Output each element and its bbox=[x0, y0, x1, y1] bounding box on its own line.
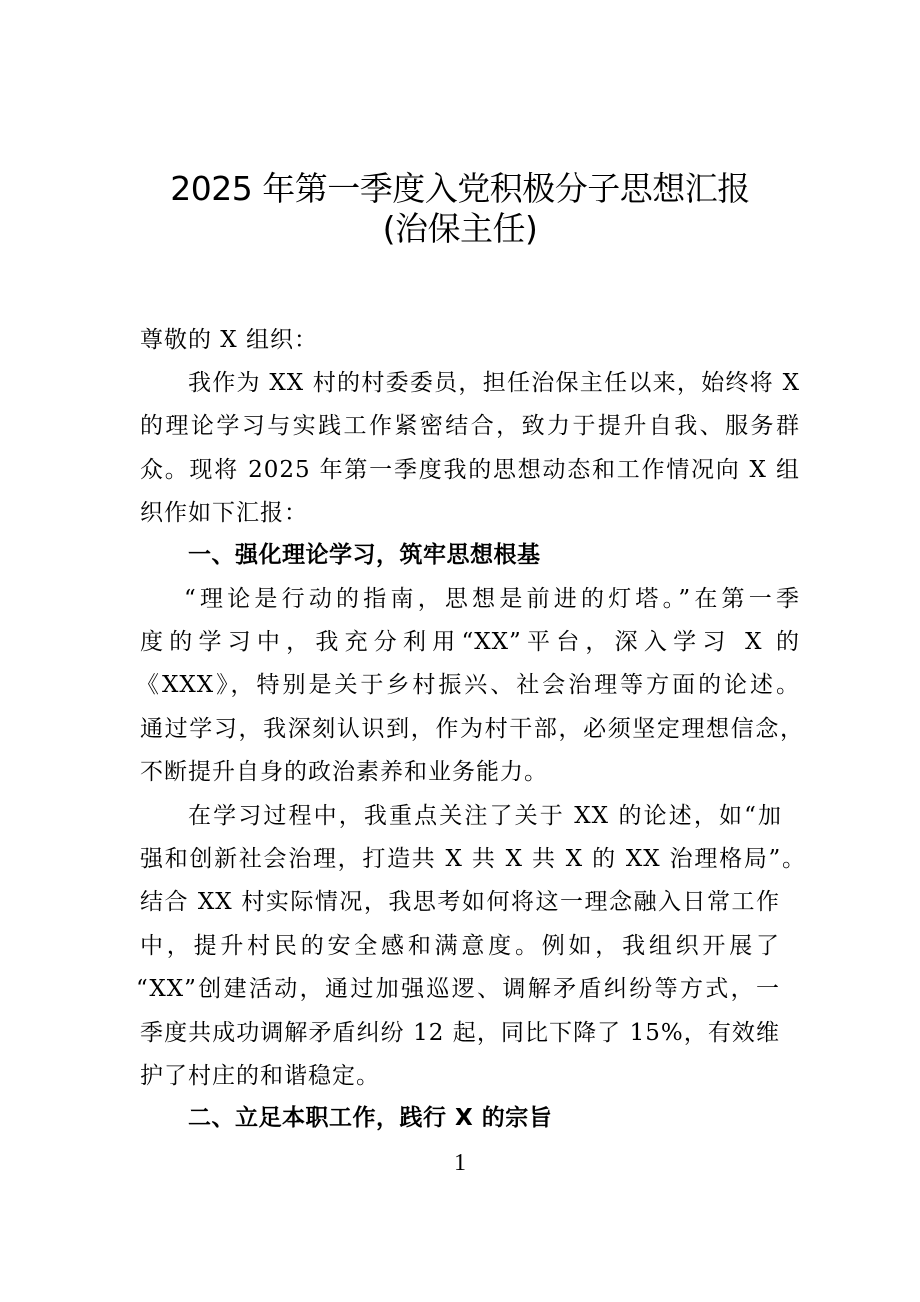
intro-line-4: 织作如下汇报： bbox=[140, 500, 308, 526]
section-1-heading: 一、强化理论学习，筑牢思想根基 bbox=[188, 542, 541, 568]
section-2-heading: 二、立足本职工作，践行 X 的宗旨 bbox=[188, 1105, 553, 1131]
section-1-para-1-line-4: 通过学习，我深刻认识到，作为村干部，必须坚定理想信念， bbox=[140, 716, 804, 742]
document-subtitle: (治保主任) bbox=[382, 209, 538, 248]
section-1-para-2-line-1: 在学习过程中，我重点关注了关于 XX 的论述，如“加 bbox=[188, 803, 782, 829]
intro-line-1: 我作为 XX 村的村委委员，担任治保主任以来，始终将 X bbox=[188, 370, 800, 396]
section-1-para-2-line-7: 护了村庄的和谐稳定。 bbox=[140, 1063, 380, 1089]
page-number: 1 bbox=[454, 1150, 466, 1176]
section-1-para-2-line-6: 季度共成功调解矛盾纠纷 12 起，同比下降了 15%，有效维 bbox=[140, 1020, 780, 1046]
section-1-para-1-line-1: “理论是行动的指南，思想是前进的灯塔。”在第一季 bbox=[184, 586, 800, 612]
intro-line-3: 众。现将 2025 年第一季度我的思想动态和工作情况向 X 组 bbox=[140, 457, 800, 483]
intro-line-2: 的理论学习与实践工作紧密结合，致力于提升自我、服务群 bbox=[140, 413, 800, 439]
section-1-para-1-line-2: 度的学习中，我充分利用“XX”平台，深入学习 X 的 bbox=[140, 629, 800, 655]
section-1-para-1-line-3: 《XXX》，特别是关于乡村振兴、社会治理等方面的论述。 bbox=[136, 672, 800, 698]
section-1-para-2-line-5: “XX”创建活动，通过加强巡逻、调解矛盾纠纷等方式，一 bbox=[136, 976, 780, 1002]
document-title: 2025 年第一季度入党积极分子思想汇报 bbox=[170, 169, 750, 208]
section-1-para-2-line-3: 结合 XX 村实际情况，我思考如何将这一理念融入日常工作 bbox=[140, 889, 780, 915]
section-1-para-1-line-5: 不断提升自身的政治素养和业务能力。 bbox=[140, 759, 548, 785]
section-1-para-2-line-2: 强和创新社会治理，打造共 X 共 X 共 X 的 XX 治理格局”。 bbox=[140, 846, 806, 872]
salutation: 尊敬的 X 组织： bbox=[140, 327, 318, 353]
section-1-para-2-line-4: 中，提升村民的安全感和满意度。例如，我组织开展了 bbox=[140, 933, 780, 959]
